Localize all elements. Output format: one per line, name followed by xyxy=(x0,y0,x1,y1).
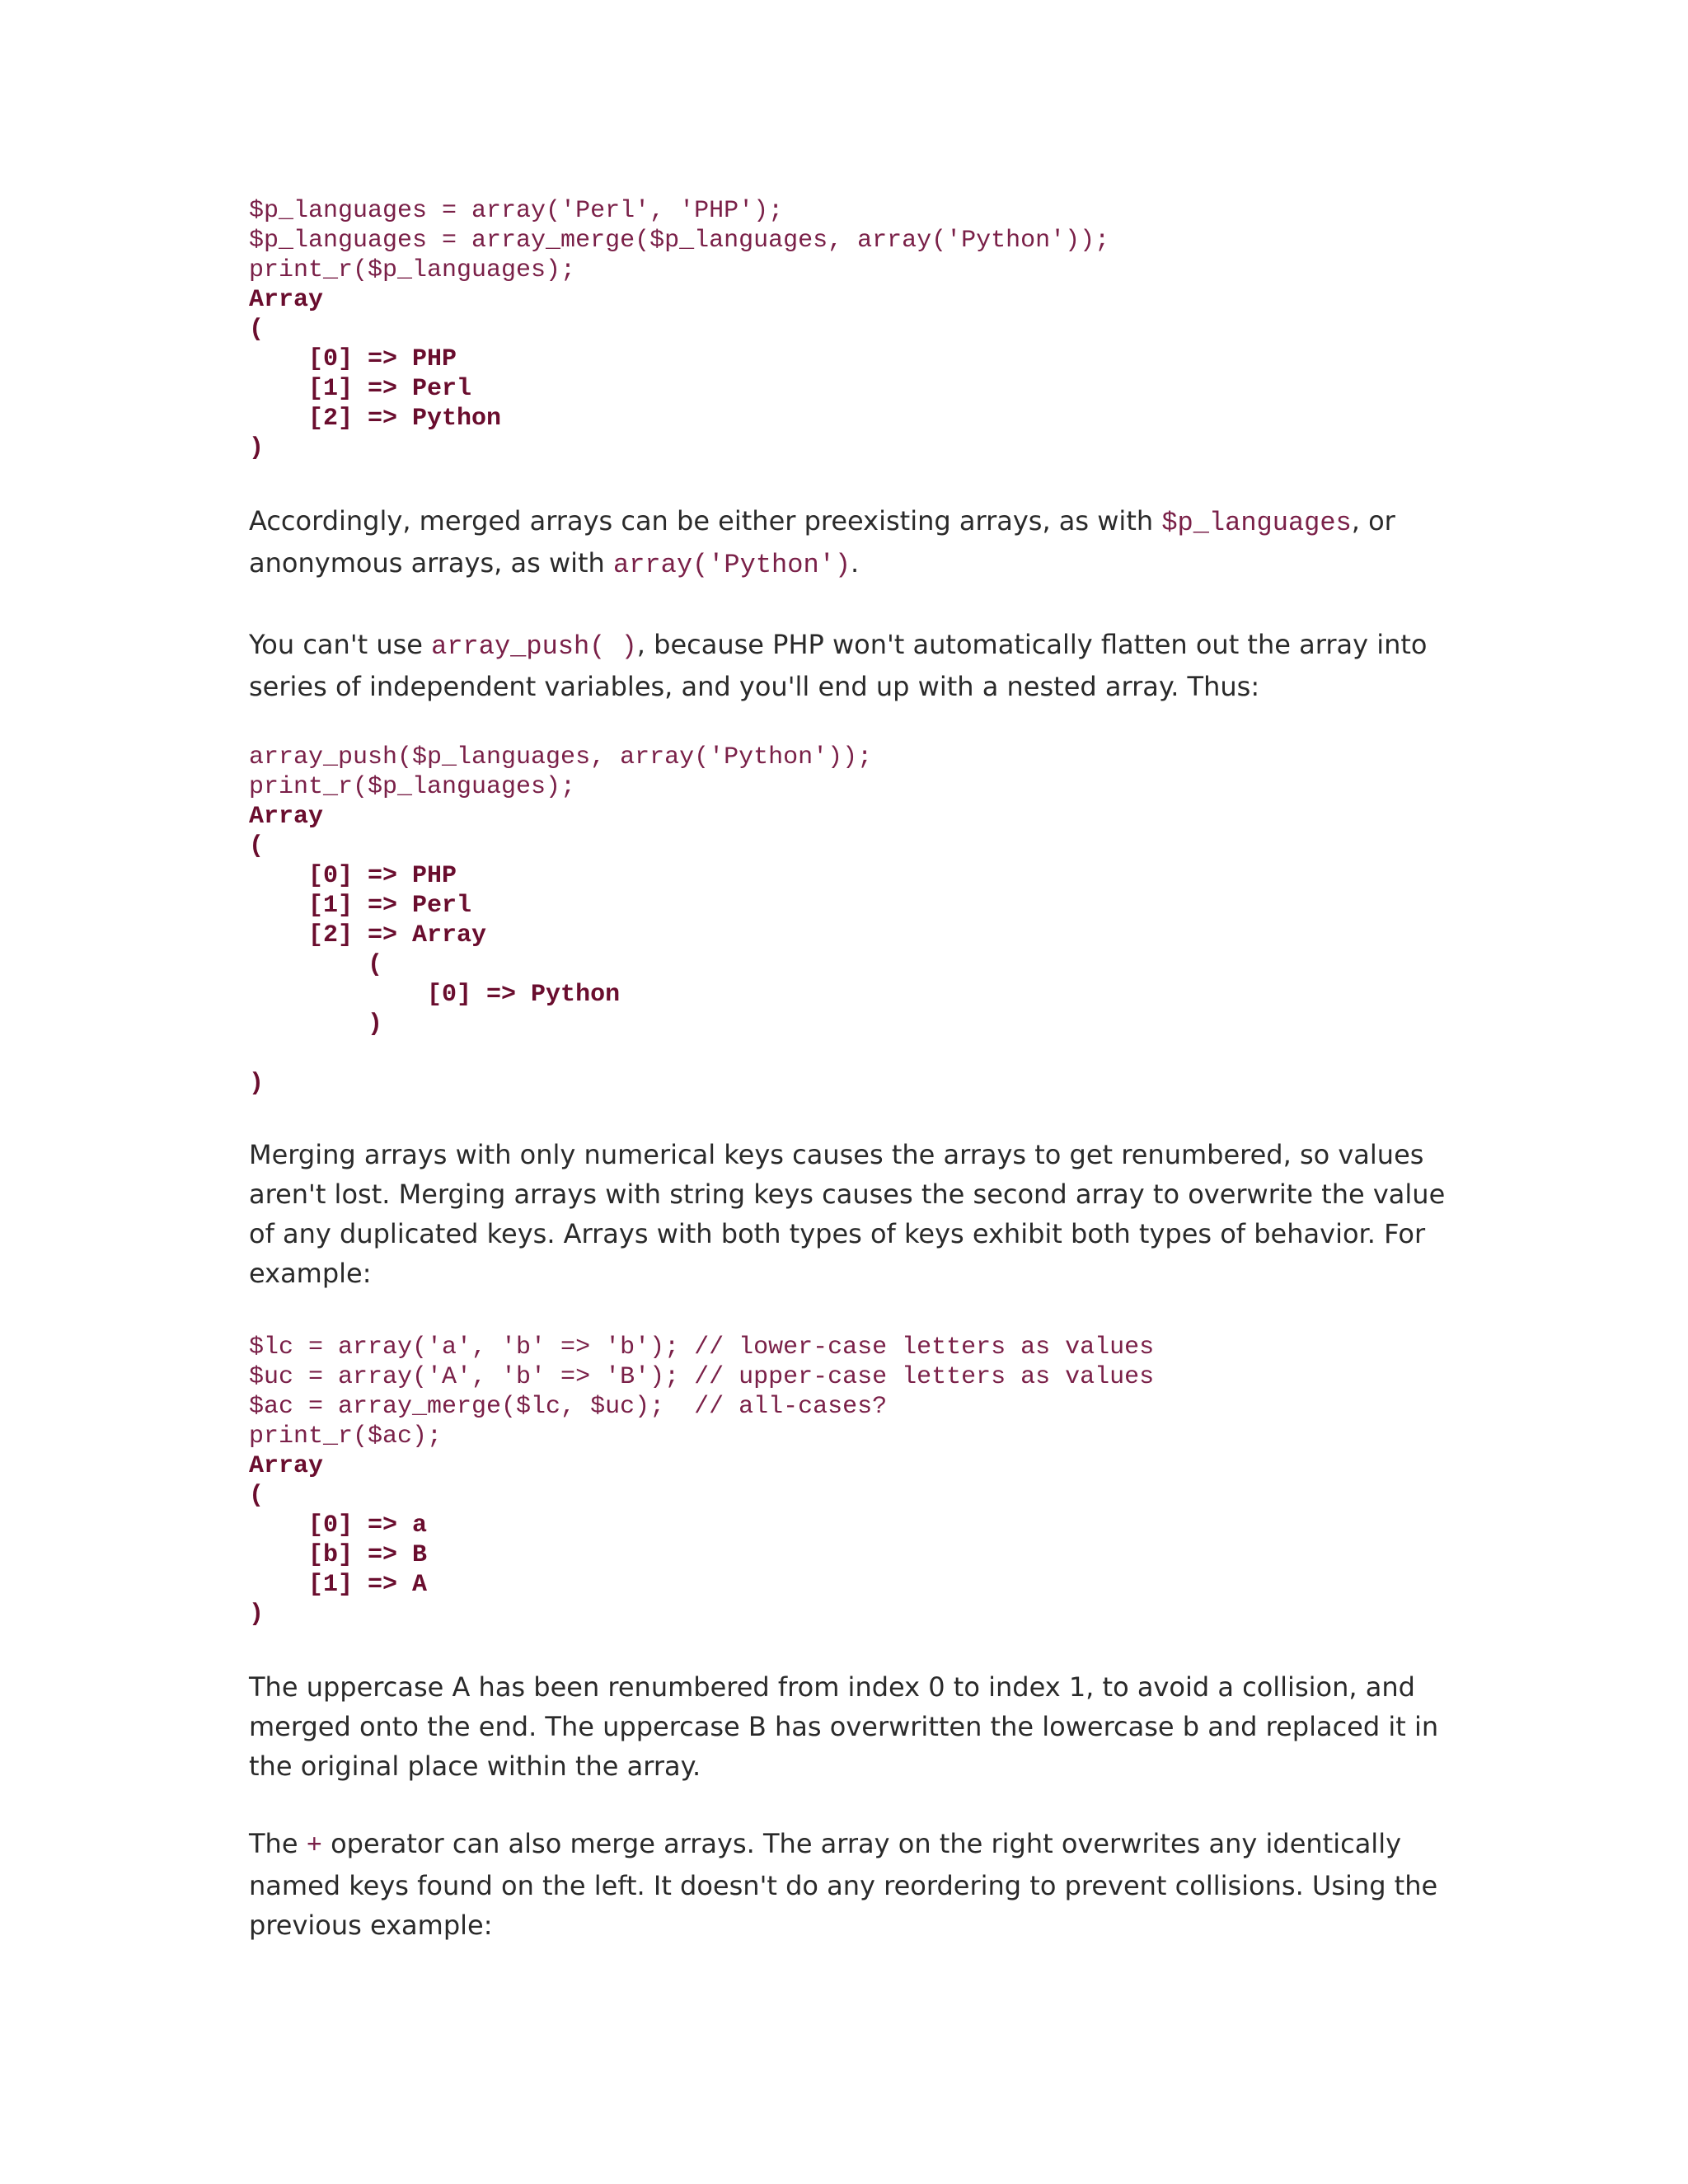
code-block-array-push: array_push($p_languages, array('Python')); print_r($p_languages); xyxy=(249,743,873,801)
inline-code-array-python: array('Python') xyxy=(613,550,851,580)
paragraph-array-push: You can't use array_push( ), because PHP won't automatically flatten out the array into series of independent variables, and you'll end up with a nested array. Thus: xyxy=(249,629,1428,702)
inline-code-array-push: array_push( ) xyxy=(431,631,637,662)
output-block-array-push: Array ( [0] => PHP [1] => Perl [2] => Array ( [0] => Python ) ) xyxy=(249,803,621,1098)
paragraph-merged-arrays: Accordingly, merged arrays can be either preexisting arrays, as with $p_languages, or anonymous arrays, as with array('Python'). xyxy=(249,505,1395,580)
paragraph-merging-keys: Merging arrays with only numerical keys causes the arrays to get renumbered, so values aren't lost. Merging arrays with string keys causes the second array to overwrite the value of any duplicated keys. Arrays with both types of keys exhibit both types of behavior. For example: xyxy=(249,1139,1446,1289)
inline-code-p-languages: $p_languages xyxy=(1161,508,1352,538)
inline-code-plus: + xyxy=(306,1830,322,1861)
output-block-array-merge: Array ( [0] => PHP [1] => Perl [2] => Python ) xyxy=(249,286,502,462)
code-block-string-keys: $lc = array('a', 'b' => 'b'); // lower-case letters as values $uc = array('A', 'b' => 'B'); // upper-case letters as values $ac = array_merge($lc, $uc); // all-cases? print_r($ac); xyxy=(249,1333,1155,1451)
code-block-array-merge: $p_languages = array('Perl', 'PHP'); $p_languages = array_merge($p_languages, array('Python')); print_r($p_languages); xyxy=(249,197,1110,284)
document-page xyxy=(249,196,1452,1945)
output-block-string-keys: Array ( [0] => a [b] => B [1] => A ) xyxy=(249,1452,428,1629)
paragraph-uppercase-explanation: The uppercase A has been renumbered from index 0 to index 1, to avoid a collision, and merged onto the end. The uppercase B has overwritten the lowercase b and replaced it in the original place within the array. xyxy=(249,1671,1439,1782)
paragraph-plus-operator: The + operator can also merge arrays. The array on the right overwrites any identically named keys found on the left. It doesn't do any reordering to prevent collisions. Using the previous example: xyxy=(249,1828,1438,1941)
